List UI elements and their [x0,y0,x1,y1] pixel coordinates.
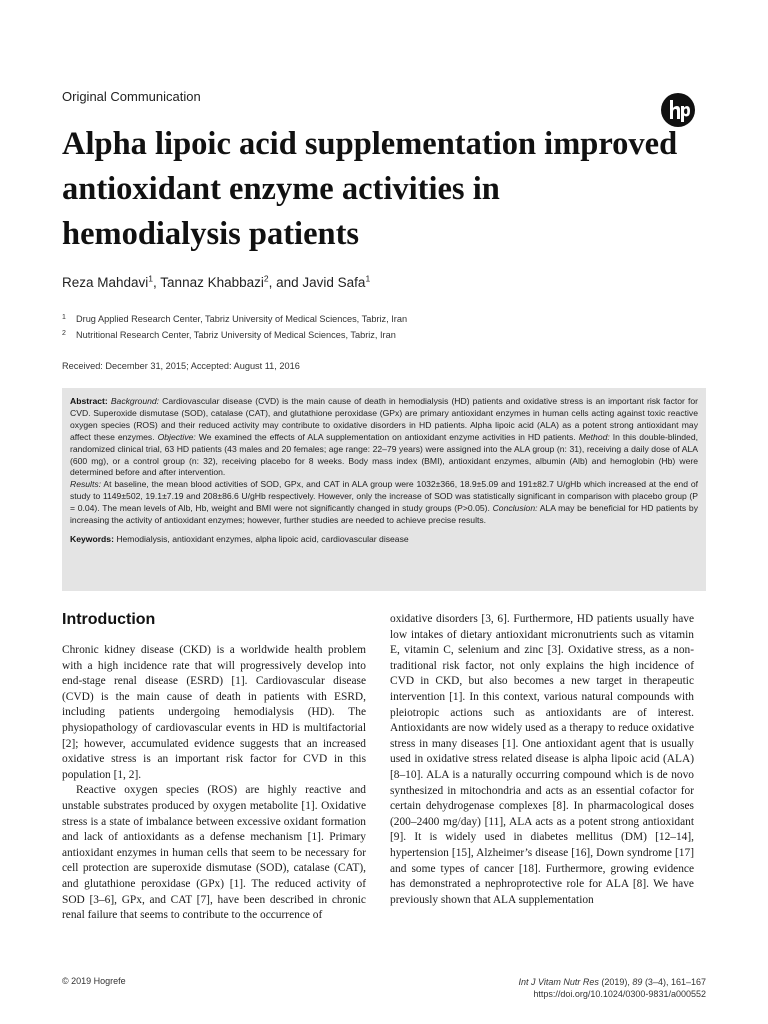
journal-name: Int J Vitam Nutr Res [518,977,599,987]
doi-link[interactable]: https://doi.org/10.1024/0300-9831/a000552 [533,989,706,999]
affiliation-1 [62,314,407,324]
abstract-method: In this double-blinded, randomized clinical trial, 63 HD patients (43 males and 20 females; age range: 22–79 years) were assigned into the ALA group (n: 31), receiving a daily dose of ALA (600 mg), or a control group (n: 32), receiving placebo for 8 weeks. Body mass index (BMI), antioxidant enzymes, albumin (Alb) and hemoglobin (Hb) were determined before and after intervention. [70,431,698,478]
abstract-label: Abstract: [70,396,108,406]
affiliation-number: 1 [62,314,66,321]
article-title: Alpha lipoic acid supplementation improved antioxidant enzyme activities in hemodialysis patients [62,126,678,252]
abstract-conclusion: ALA may be beneficial for HD patients by increasing the activity of antioxidant enzymes; however, further studies are needed to achieve precise results. [70,503,698,526]
affiliation-number: 2 [62,330,66,337]
author-list [62,275,370,290]
abstract-objective: We examined the effects of ALA supplementation on antioxidant enzyme activities in HD patients. [195,431,579,442]
received-accepted-dates: Received: December 31, 2015; Accepted: August 11, 2016 [62,361,300,371]
abstract-background-label: Background: [110,396,160,406]
author-affiliation-mark: 1 [365,273,371,284]
author-name: Tannaz Khabbazi [160,275,264,290]
body-paragraph: Reactive oxygen species (ROS) are highly reactive and unstable substrates produced by oxygen metabolite [1]. Oxidative stress is a state of imbalance between excessive oxidant formation and lack of antioxidants as a defense mechanism [1]. Primary antioxidant enzymes in human cells that seem to be necessary for cell protection are superoxide dismutase (SOD), catalase (CAT), and glutathione peroxidase (GPx) [1]. The reduced activity of SOD [3–6], GPx, and CAT [7], have been described in chronic renal failure that seems to contribute to the occurrence of [62,784,366,922]
section-heading-introduction: Introduction [62,611,156,628]
body-paragraph: Chronic kidney disease (CKD) is a worldwide health problem with a high incidence rate that will progressively develop into end-stage renal disease (ESRD) [1]. Cardiovascular disease (CVD) is the main cause of death in patients with ESRD, including patients undergoing hemodialysis (HD). The physiopathology of cardiovascular events in HD is multifactorial [2]; however, accumulated evidence suggests that an increased oxidative stress is an important risk factor for CVD in this population [1, 2]. [62,644,366,781]
citation-pages: (3–4), 161–167 [642,977,706,987]
keywords-line [70,534,698,546]
author-separator: , [153,275,161,290]
affiliation-text: Drug Applied Research Center, Tabriz University of Medical Sciences, Tabriz, Iran [76,314,408,324]
citation-year: (2019), [598,977,633,987]
abstract-method-label: Method: [578,431,610,442]
abstract-results-label: Results: [70,479,102,490]
author-name: Reza Mahdavi [62,275,149,290]
author-name: Javid Safa [302,275,366,290]
footer-citation [519,976,706,1000]
abstract-background: Cardiovascular disease (CVD) is the main cause of death in hemodialysis (HD) patients and oxidative stress is an important risk factor for CVD. Superoxide dismutase (SOD), catalase (CAT), and glutathione peroxidase (GPx) are primary antioxidant enzymes in human cells acting against toxic reactive oxygen species (ROS) and their reduced activity may contribute to oxidative disorders in HD patients. Alpha lipoic acid (ALA) as a potent strong antioxidant may affect these enzymes. [70,396,699,442]
footer-copyright: © 2019 Hogrefe [62,976,126,986]
keywords-label: Keywords: [70,533,114,544]
body-column-right [390,612,694,908]
author-affiliation-mark: 1 [148,273,154,284]
section-label: Original Communication [62,89,201,104]
abstract-conclusion-label: Conclusion: [492,503,538,514]
citation-volume: 89 [632,977,643,987]
body-paragraph: oxidative disorders [3, 6]. Furthermore, HD patients usually have low intakes of dietary antioxidant micronutrients such as vitamin E, vitamin C, selenium and zinc [3]. Oxidative stress, as a non-traditional risk factor, not only explains the high incidence of CVD in CKD, but also becomes a new target in therapeutic intervention [1]. In this context, various natural compounds with pleiotropic actions such as antioxidants are of interest. Antioxidants are now widely used as a therapy to reduce oxidative stress in many diseases [1]. One antioxidant agent that is usually used in oxidative stress related disease is alpha lipoic acid (ALA) [8–10]. ALA is a naturally occurring compound which is de novo synthesized in mitochondria and acts as an essential cofactor for certain dehydrogenase complexes [8]. In pharmacological doses (200–2400 mg/day) [11], ALA acts as a potent strong antioxidant [9]. It is widely used in diabetes mellitus (DM) [12–14], hypertension [15], Alzheimer’s disease [16], Down syndrome [17] and some types of cancer [18]. Furthermore, growing evidence has demonstrated a nephroprotective role for ALA [8]. We have previously shown that ALA supplementation [390,613,694,906]
abstract-objective-label: Objective: [157,431,196,442]
abstract-text [70,396,698,479]
keywords-text: Hemodialysis, antioxidant enzymes, alpha lipoic acid, cardiovascular disease [113,533,409,544]
abstract-box [62,388,706,591]
affiliation-2 [62,330,396,340]
author-affiliation-mark: 2 [263,273,269,284]
body-column-left [62,610,366,924]
abstract-results: At baseline, the mean blood activities of SOD, GPx, and CAT in ALA group were 1032±366, 18.9±5.09 and 191±82.7 U/gHb which increased at the end of study to 1149±502, 19.1±7.19 and 208±86.6 U/gHb respectively. However, only the increase of SOD was statistically significant in comparison with placebo group (P = 0.04). The mean levels of Alb, Hb, weight and BMI were not significantly changed in study groups (P>0.05). [70,479,698,514]
footer-citation-line [519,976,706,988]
abstract-results-paragraph [70,479,698,527]
author-separator: , and [268,275,303,290]
affiliation-text: Nutritional Research Center, Tabriz University of Medical Sciences, Tabriz, Iran [76,330,396,340]
